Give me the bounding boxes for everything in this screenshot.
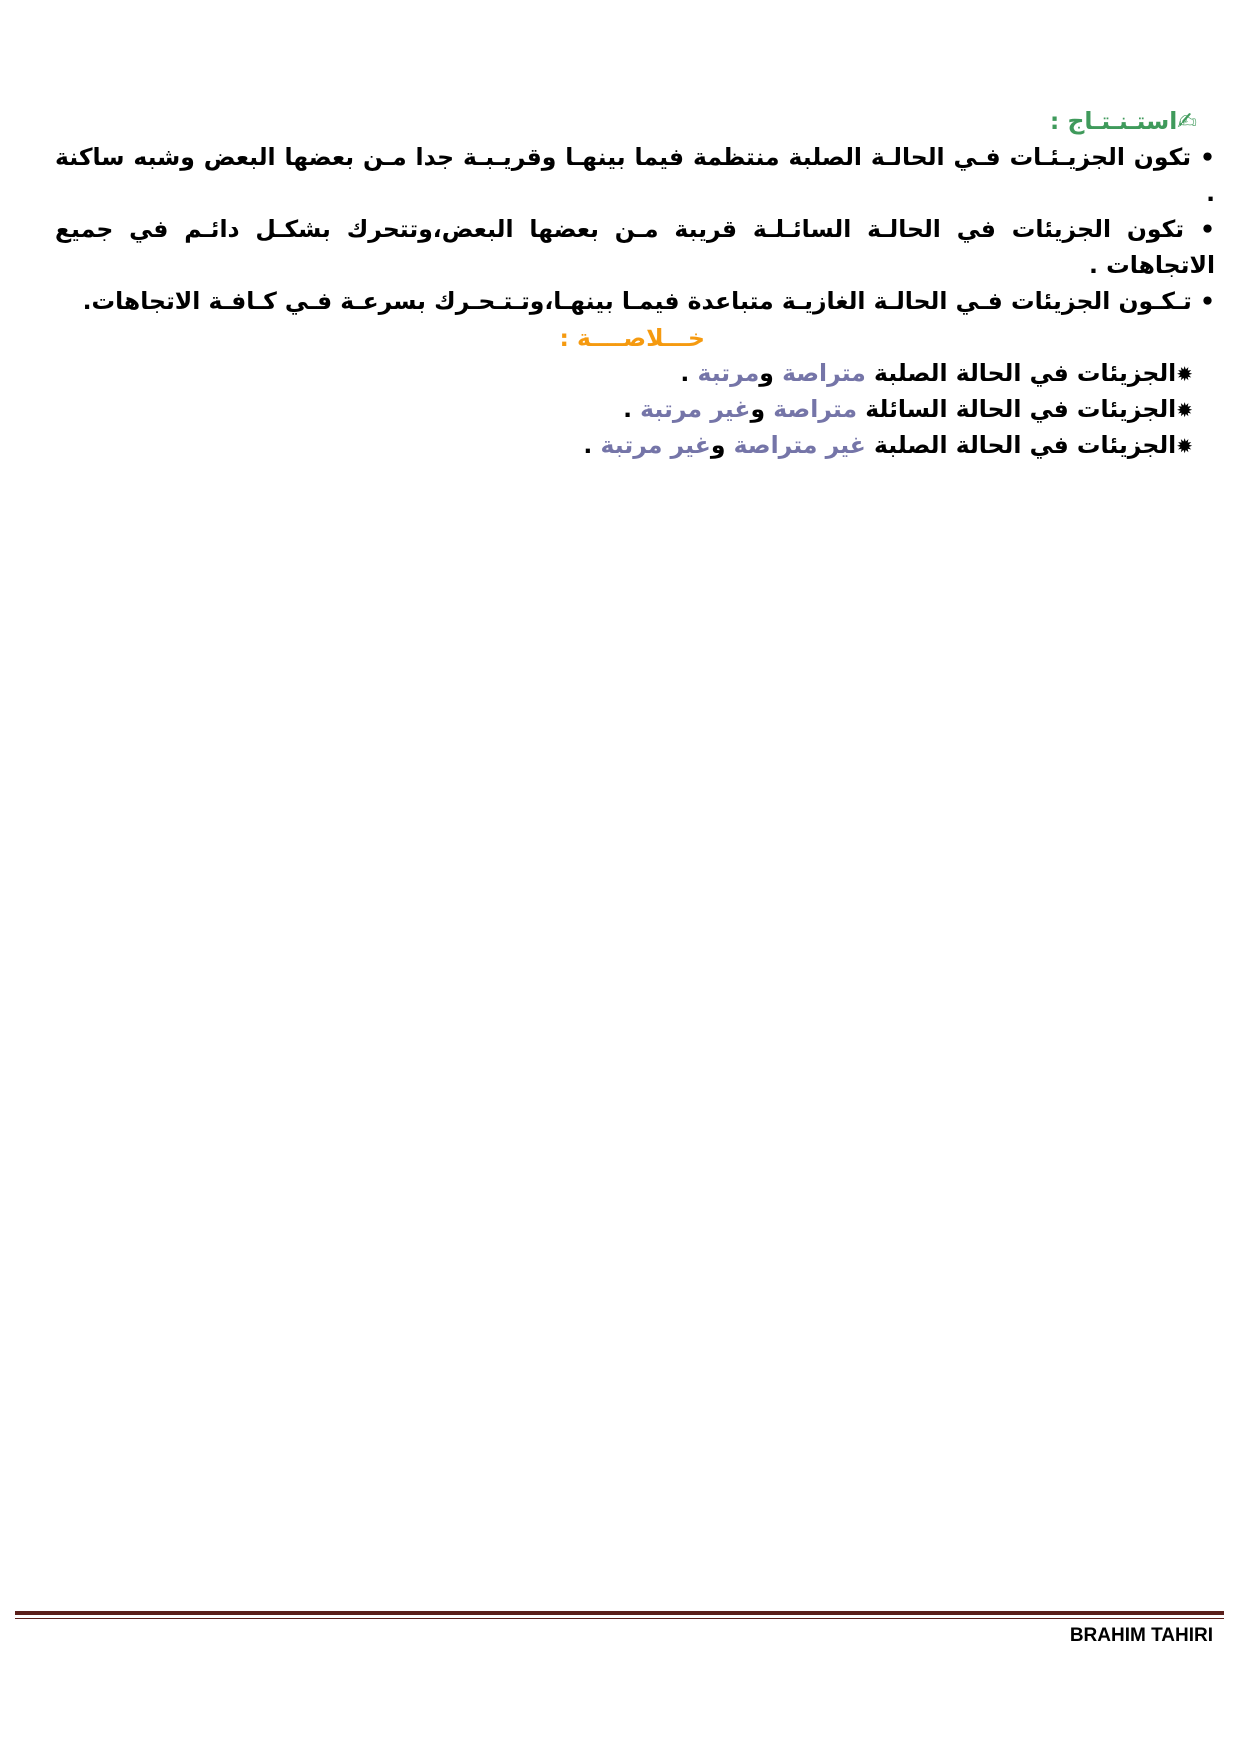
conclusion-heading xyxy=(55,103,1197,139)
summary-item-text: الجزيئات في الحالة الصلبة xyxy=(865,359,1177,387)
star-bullet-icon: ✹ xyxy=(1176,362,1193,386)
summary-item-liquid xyxy=(55,392,1193,428)
summary-item-end: . xyxy=(583,431,601,459)
conclusion-paragraph-gas: • تـكـون الجزيئات فـي الحالـة الغازيـة متباعدة فيمـا بينهـا،وتـتـحـرك بسرعـة فـي كـافـة الاتجاهات. xyxy=(82,287,1215,315)
summary-title: خـــلاصــــة : xyxy=(559,324,705,352)
summary-conjunction: و xyxy=(710,431,734,459)
footer-divider xyxy=(15,1611,1224,1615)
conclusion-title: استـنـتـاج : xyxy=(1049,107,1178,135)
summary-conjunction: و xyxy=(759,359,783,387)
summary-highlight: مرتبة xyxy=(697,359,760,387)
conclusion-paragraph-liquid: • تكون الجزيئات في الحالـة السائـلـة قريبة مـن بعضها البعض،وتتحرك بشكـل دائـم في جميع الاتجاهات . xyxy=(55,215,1215,279)
writing-hand-icon: ✍ xyxy=(1177,107,1197,135)
star-bullet-icon: ✹ xyxy=(1176,434,1193,458)
document-body xyxy=(55,103,1215,464)
summary-highlight: متراصة xyxy=(782,359,866,387)
summary-highlight: غير مرتبة xyxy=(640,395,751,423)
footer-divider-thin xyxy=(15,1618,1224,1619)
summary-item-end: . xyxy=(623,395,641,423)
star-bullet-icon: ✹ xyxy=(1176,398,1193,422)
summary-item-solid xyxy=(55,356,1193,392)
summary-conjunction: و xyxy=(750,395,774,423)
summary-item-text: الجزيئات في الحالة السائلة xyxy=(857,395,1177,423)
conclusion-paragraph-solid: • تكون الجزيـئـات فـي الحالـة الصلبة منتظمة فيما بينهـا وقريـبـة جدا مـن بعضها البعض وشبه ساكنة . xyxy=(55,143,1215,207)
summary-item-text: الجزيئات في الحالة الصلبة xyxy=(865,431,1177,459)
summary-item-end: . xyxy=(680,359,698,387)
footer-author: BRAHIM TAHIRI xyxy=(1069,1625,1213,1646)
summary-highlight: غير مرتبة xyxy=(600,431,711,459)
summary-item-gas xyxy=(55,428,1193,464)
summary-highlight: متراصة xyxy=(773,395,858,423)
summary-highlight: غير متراصة xyxy=(733,431,866,459)
